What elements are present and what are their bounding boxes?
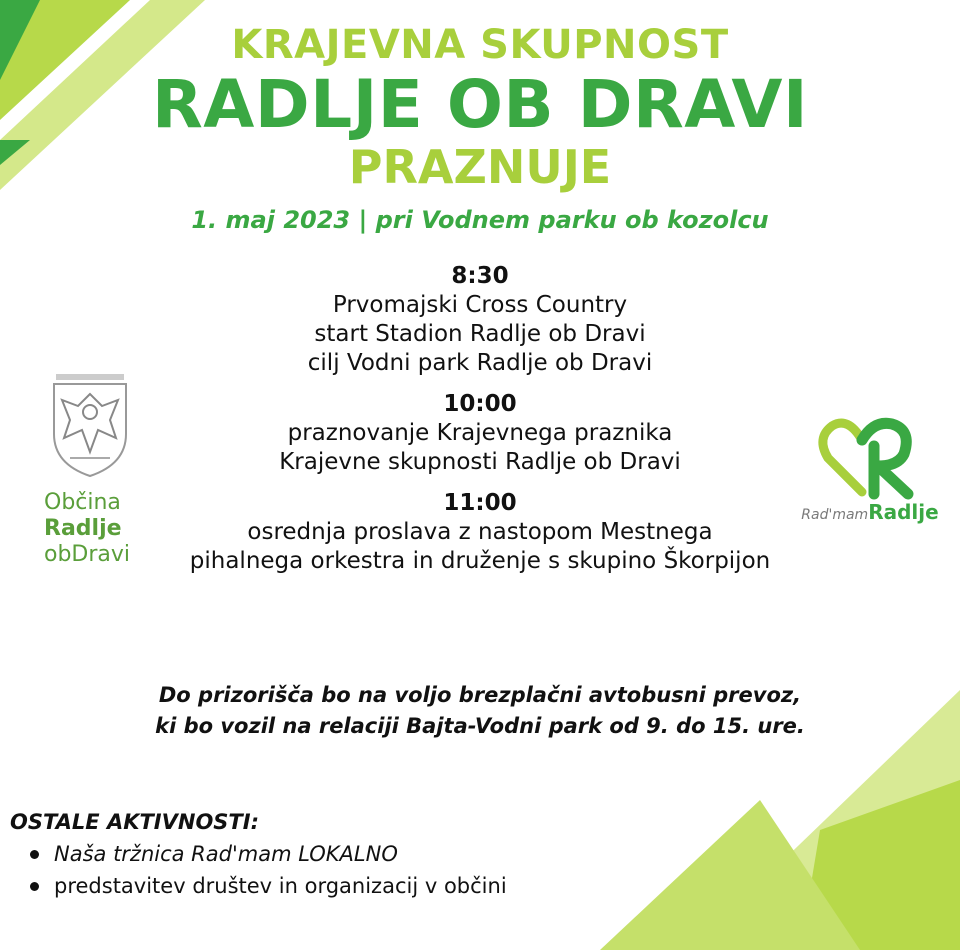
notice-line: Do prizorišča bo na voljo brezplačni avtobusni prevoz,: [158, 683, 802, 707]
radmam-radlje-text: Rad'mamRadlje: [801, 500, 939, 524]
program-line: pihalnega orkestra in druženje s skupino Škorpijon: [189, 548, 771, 574]
other-activities-title: OSTALE AKTIVNOSTI:: [10, 810, 259, 834]
transport-notice: [0, 680, 960, 742]
date-location: 1. maj 2023 | pri Vodnem parku ob kozolcu: [191, 206, 769, 234]
radmam-radlje-logo: [800, 410, 940, 524]
program-line: cilj Vodni park Radlje ob Dravi: [307, 350, 653, 376]
coat-of-arms-icon: [48, 372, 132, 478]
notice-line: ki bo vozil na relaciji Bajta-Vodni park od 9. do 15. ure.: [155, 714, 805, 738]
heart-r-icon: [814, 410, 924, 500]
municipality-logo: [44, 372, 154, 568]
other-activities: [10, 806, 507, 902]
program-line: start Stadion Radlje ob Dravi: [314, 321, 646, 347]
program-line: praznovanje Krajevnega praznika: [287, 420, 673, 446]
list-item: predstavitev društev in organizacij v občini: [26, 870, 507, 902]
program-time: 11:00: [443, 490, 517, 516]
program-item: [0, 262, 960, 378]
program-line: Prvomajski Cross Country: [332, 292, 628, 318]
program-time: 8:30: [451, 263, 509, 289]
municipality-logo-text: Občina Radlje obDravi: [44, 490, 131, 567]
program-line: osrednja proslava z nastopom Mestnega: [247, 519, 713, 545]
list-item: Naša tržnica Rad'mam LOKALNO: [26, 838, 507, 870]
title-line-3: PRAZNUJE: [348, 140, 612, 194]
program-line: Krajevne skupnosti Radlje ob Dravi: [279, 449, 681, 475]
other-activities-list: [10, 838, 507, 902]
program-time: 10:00: [443, 391, 517, 417]
title-line-2: RADLJE OB DRAVI: [151, 66, 809, 143]
title-line-1: KRAJEVNA SKUPNOST: [231, 22, 729, 68]
